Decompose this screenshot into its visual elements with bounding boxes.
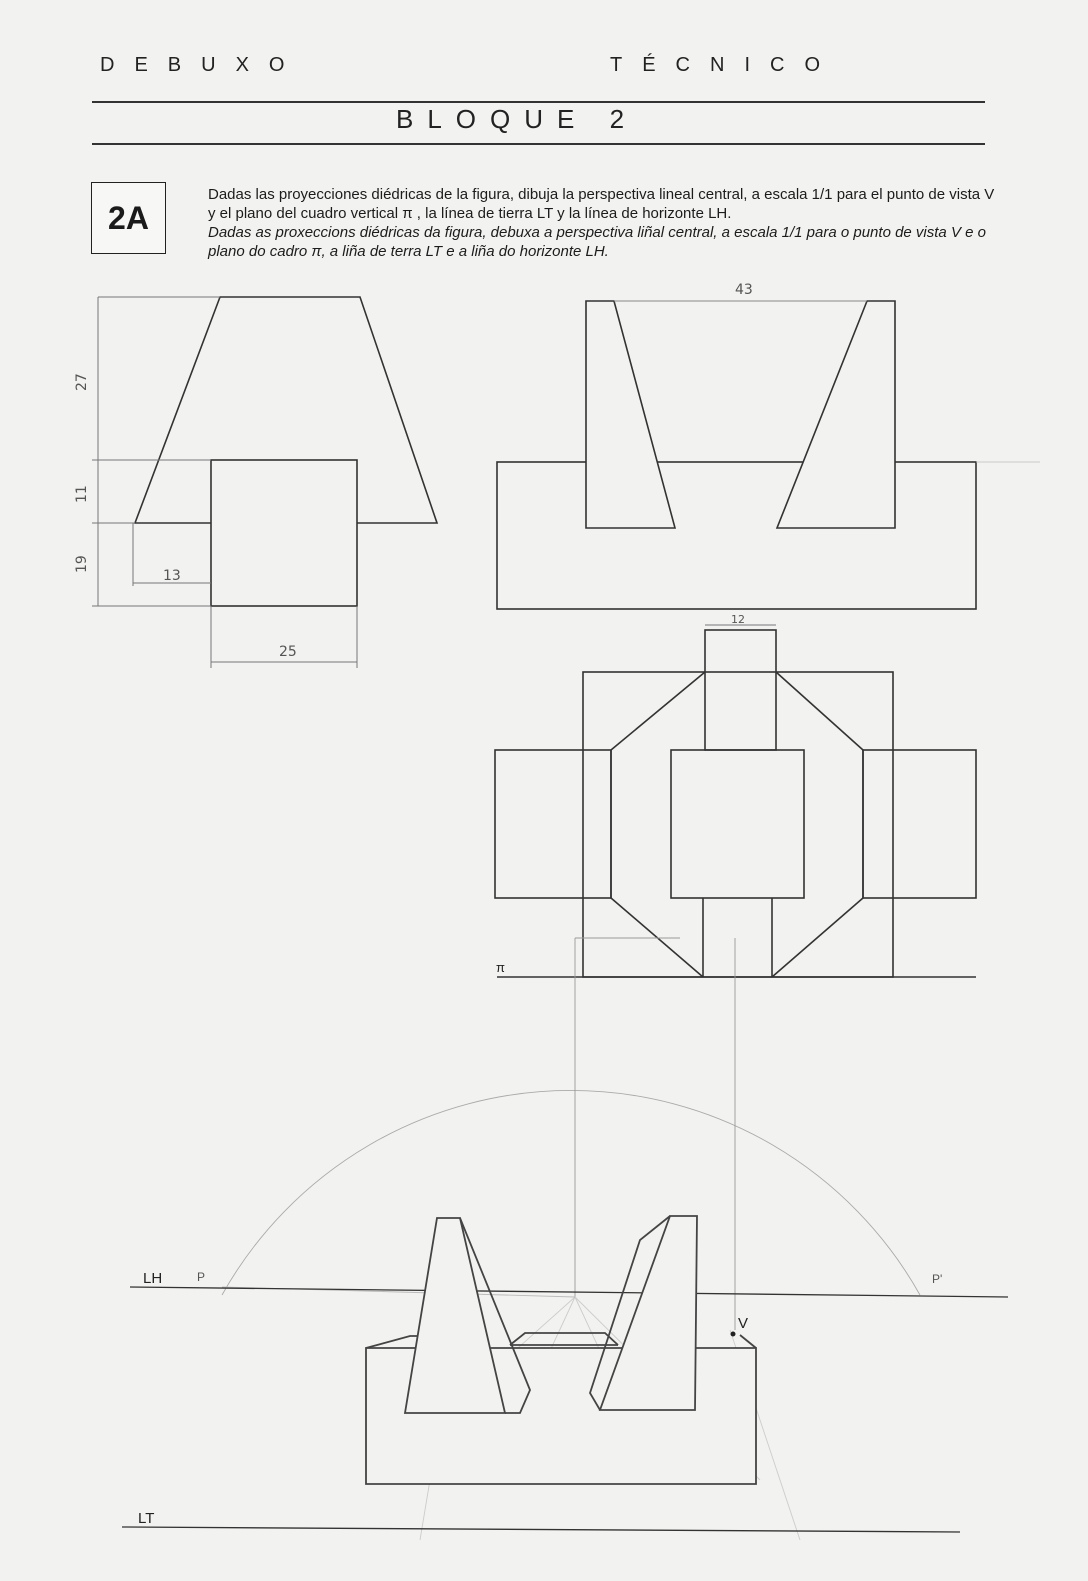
perspective-left-wedge bbox=[405, 1218, 505, 1413]
block-title: BLOQUE 2 bbox=[396, 104, 639, 134]
dim-12: 12 bbox=[731, 613, 745, 626]
plan-right-block bbox=[863, 750, 976, 898]
label-lh: LH bbox=[143, 1270, 163, 1287]
ground-line bbox=[122, 1527, 960, 1532]
dim-43: 43 bbox=[735, 282, 753, 298]
side-right-wedge bbox=[777, 301, 895, 528]
elevation-view bbox=[135, 297, 437, 606]
dim-27: 27 bbox=[74, 373, 90, 391]
plan-outline bbox=[583, 672, 893, 977]
dim-19: 19 bbox=[74, 555, 90, 573]
plan-view bbox=[495, 625, 976, 977]
side-view bbox=[497, 301, 1040, 609]
plan-center-block bbox=[671, 750, 804, 898]
label-pi: π bbox=[496, 960, 505, 975]
perspective-right-wedge bbox=[600, 1216, 697, 1410]
horizon-line bbox=[130, 1287, 1008, 1297]
label-lt: LT bbox=[138, 1510, 155, 1527]
side-left-wedge bbox=[586, 301, 675, 528]
side-base bbox=[497, 462, 976, 609]
statement-galician: Dadas as proxeccions diédricas da figura, debuxa a perspectiva liñal central, a escala 1/1 para o punto de vista V e o plano do cadro π, a liña de terra LT e a liña do horizonte LH. bbox=[208, 224, 986, 260]
header-left-word: DEBUXO bbox=[100, 54, 305, 76]
label-p: P bbox=[197, 1270, 206, 1284]
exercise-badge: 2A bbox=[91, 182, 166, 254]
label-v: V bbox=[738, 1315, 749, 1332]
plan-top-tab bbox=[705, 630, 776, 750]
label-p-prime: P' bbox=[932, 1272, 943, 1286]
plan-left-block bbox=[495, 750, 611, 898]
header-right-word: TÉCNICO bbox=[610, 54, 840, 76]
statement-spanish: Dadas las proyecciones diédricas de la figura, dibuja la perspectiva lineal central, a escala 1/1 para el punto de vista V y el plano del cuadro vertical π , la línea de tierra LT y la línea de horizonte LH. bbox=[208, 186, 995, 222]
dim-25: 25 bbox=[279, 644, 297, 660]
elevation-square bbox=[211, 460, 357, 606]
viewpoint-marker bbox=[731, 1332, 736, 1337]
perspective-view bbox=[366, 1216, 756, 1484]
dim-11: 11 bbox=[74, 485, 90, 503]
dim-13: 13 bbox=[163, 568, 181, 584]
